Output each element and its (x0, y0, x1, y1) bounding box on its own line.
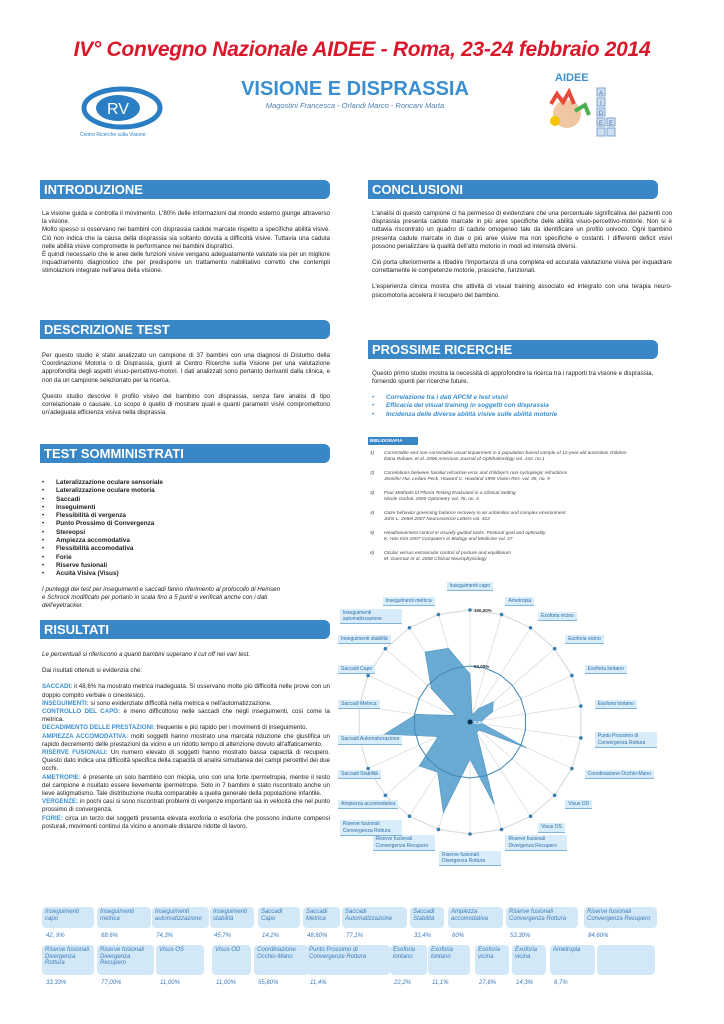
table-header-cell: Saccadi Automatizzazione (342, 907, 407, 928)
radar-axis-label: Ametropia (505, 597, 534, 606)
prossime-list (372, 394, 557, 419)
radar-axis-dot (437, 613, 441, 617)
crv-logo (80, 86, 170, 141)
radar-axis-dot (468, 608, 472, 612)
list-item: • Flessibilità di vergenza (42, 512, 163, 520)
radar-axis-label: Inseguimenti automatizzazione (340, 609, 402, 624)
svg-text:E: E (608, 121, 614, 127)
reference: 3) Four Methods of Phoria Testing Evaluated in a Clinical Setting Nicole Gurbal. 2005 Optometry vol. 76, no. 6 (370, 491, 516, 503)
table-header-cell: Punto Prossimo di Convergenze Rottura (306, 945, 390, 975)
radar-axis-dot (570, 767, 574, 771)
risultati-text (42, 651, 330, 831)
radar-axis-dot (384, 794, 388, 798)
table-header-cell: Saccadi Metrica (303, 907, 340, 928)
test-list (42, 479, 163, 579)
radar-axis-label: Inseguimenti stabilità (338, 635, 391, 644)
table-value-cell: 11,00% (216, 980, 236, 986)
radar-axis-label: Riserve fusionali Divergenza Recupero (505, 835, 567, 850)
radar-axis-label: Visus OS (538, 823, 565, 832)
radar-axis-label: Coordinazione Occhio-Mano (585, 770, 654, 779)
radar-ring-label: 50,00% (474, 664, 490, 669)
radar-axis-label: Punto Prossimo di Convergenza Rottura (595, 732, 657, 747)
list-item: • Lateralizzazione oculare sensoriale (42, 479, 163, 487)
reference: 4) Gaze behavior governing balance recovery in an unfamiliar and complex environment John L. Zettel 2007 Neuroscience Letters vol. 422 (370, 511, 566, 523)
bibliografia-heading: BIBLIOGRAFIA (368, 437, 418, 445)
aidee-logo-text: AIDEE (555, 72, 589, 84)
risultati-heading: RISULTATI (40, 620, 330, 639)
radar-axis-label: Riserve fusionali Convergenza Recupero (373, 835, 435, 850)
table-header-cell: Exoforia vicina (512, 945, 546, 975)
table-value-cell: 45,7% (214, 933, 232, 939)
prossime-heading: PROSSIME RICERCHE (368, 340, 658, 359)
svg-text:I: I (600, 101, 602, 107)
svg-text:E: E (598, 121, 604, 127)
radar-chart (300, 580, 724, 880)
radar-axis-dot (408, 814, 412, 818)
radar-axis-label: Esoforia vicino (565, 635, 604, 644)
risultati-note: Le percentuali si riferiscono a quanti bambini superano il cut off nei vari test. (42, 651, 251, 658)
table-value-cell: 48,60% (307, 933, 328, 939)
list-item: • Inseguimenti (42, 504, 163, 512)
table-value-cell: 27,6% (479, 980, 497, 986)
radar-axis-label: Inseguimenti metrica (383, 597, 435, 606)
list-item: • Forie (42, 554, 163, 562)
radar-axis-dot (500, 828, 504, 832)
conclusioni-text (372, 210, 672, 308)
radar-axis-label: Saccadi Metrica (338, 700, 380, 709)
list-item: • Flessibilità accomodativa (42, 545, 163, 553)
svg-text:RV: RV (107, 101, 129, 118)
radar-axis-dot (553, 794, 557, 798)
introduzione-text (42, 210, 330, 276)
radar-axis-dot (408, 626, 412, 630)
finding: VERGENZE: in pochi casi si sono riscontrati problemi di vergenze importanti sia in velocità che nel punto prossimo di convergenza. (42, 798, 330, 814)
reference: 5) Headmovement control in visually guided tasks: Postural goal and optimality K. Han Kim 2007 Computers in Biology and Medicine vol. 37 (370, 531, 546, 543)
paragraph: Molto spesso si osservano nei bambini con disprassia cadute marcate rispetto a specifiche abilità visive. Ciò non indica che la causa della disprassia sia soltanto dovuta a difficoltà visive. Tuttavia una caduta nelle abilità visive compromette le performance nei bambini disprattici. (42, 226, 330, 250)
table-header-cell: Visus OS (156, 945, 204, 975)
prossime-text: Questo primo studio mostra la necessità di approfondire la ricerca tra i rapporti tra visione e disprassia, fornendo spunti per ricerche future. (372, 370, 654, 386)
radar-axis-label: Saccadi Stabilità (338, 770, 381, 779)
svg-text:D: D (598, 111, 604, 117)
list-item: • Lateralizzazione oculare motoria (42, 487, 163, 495)
table-header-cell: Ampiezza accomodativa (448, 907, 503, 928)
radar-ring-label: 100,00% (474, 608, 492, 613)
reference: 2) Correlations between familial refractive error and children's non-cycloplegic refractions Jennifer Hui, Leilani Peck, Howard C. Howland 1995 Vision Res. vol. 35, no. 9 (370, 471, 568, 483)
paragraph: Questo studio descrive il profilo visivo del bambino con disprassia, senza fare analisi di tipo correlazionale o causale. Lo scopo è quello di mostrare quali e quanti parametri visivi compromettono un'adeguata efficienza visiva nella disprassia. (42, 392, 330, 417)
introduzione-heading: INTRODUZIONE (40, 180, 330, 199)
list-item: • Correlazione tra i dati APCM e test visivi (372, 394, 557, 402)
paragraph: L'analisi di questo campione ci ha permesso di evidenziare che una percentuale significativa dei pazienti con disprassia presenta cadute marcate in più aree specifiche delle abilità visuo-percettivo-motorie. Non si è tuttavia riscontrato un quadro di cadute omogeneo tale da identificare un profilo univoco. Ogni bambino presenta cadute marcate in due o più aree visive ma non specifiche e costanti. I differenti deficit visivi possono penalizzare la qualità dell'atto motorio in modi ed intensità diversi. (372, 210, 672, 250)
table-value-cell: 11,4% (310, 980, 327, 986)
table-header-cell: Riserve fusionali Divergenza Rottura (42, 945, 94, 975)
table-header-cell: Esoforia lontano (390, 945, 427, 975)
table-header-cell: Riserve fusionali Convergenza Recupero (584, 907, 657, 928)
paragraph: Per questo studio è stato analizzato un campione di 37 bambini con una diagnosi di Disturbo della Coordinazione Motoria o di Disprassia, giunti al Centro Ricerche sulla Visione per una valutazione approfondita degli aspetti visuo-percettivo-motori. I dati analizzati sono pertanto derivanti dalla clinica, e non da un campione selezionato per la ricerca. (42, 352, 330, 384)
table-value-cell: 33,33% (46, 980, 67, 986)
table-value-cell: 14,2% (262, 933, 280, 939)
table-value-cell: 11,00% (160, 980, 180, 986)
table-header-cell: Saccadi Stabilità (410, 907, 444, 928)
radar-axis-label: Visus OD (565, 800, 592, 809)
list-item: • Efficacia del visual training in soggetti con disprassia (372, 402, 557, 410)
list-item: • Acuità Visiva (Visus) (42, 570, 163, 578)
finding: SACCADI: il 48,6% ha mostrato metrica inadeguata. Si osservano molte più difficoltà nelle prove con un doppio compito verbale o cinestesico. (42, 683, 330, 699)
table-header-cell: Inseguimenti automatizzazione (152, 907, 209, 928)
radar-axis-label: Esoforia lontano (595, 700, 637, 709)
table-header-cell: Exoforia lontano (428, 945, 470, 975)
radar-axis-label: Saccadi Automatizzazione (338, 735, 402, 744)
table-header-cell: Inseguimenti metrica (97, 907, 151, 928)
table-header-cell: Riserve fusionali Convergenza Rottura (506, 907, 578, 928)
radar-axis-dot (529, 626, 533, 630)
finding: DECADIMENTO DELLE PRESTAZIONI: frequente e più rapido per i movimenti di inseguimento. (42, 724, 308, 732)
list-item: • Punto Prossimo di Convergenza (42, 520, 163, 528)
table-header-cell: Inseguimenti capo (42, 907, 94, 928)
table-value-cell: 14,3% (516, 980, 534, 986)
list-item: • Incidenza delle diverse abilità visive sulle abilità motorie (372, 411, 557, 419)
table-value-cell: 77,1% (346, 933, 364, 939)
paragraph: L'esperienza clinica mostra che attività di visual training associato ed integrato con una terapia neuro-psicomotoria accelera il recupero del bambino. (372, 283, 672, 299)
risultati-intro: Dai risultati ottenuti si evidenzia che: (42, 667, 143, 675)
list-item: • Saccadi (42, 496, 163, 504)
radar-series-area (385, 648, 527, 813)
table-header-cell: Coordinazione Occhio-Mano (254, 945, 308, 975)
reference: 1) Correctable and non-correctable visual impairment in a population-based sample of 12-year-old australian children Dana Robaei, et al. 2006 American Journal of Ophthalmology vol. 142, no.1 (370, 451, 627, 463)
paragraph: Ciò porta ulteriormente a ribadire l'importanza di una completa ed accurata valutazione visiva per inquadrare correttamente le competenze motorie, prassiche, funzionali. (372, 259, 672, 275)
finding: CONTROLLO DEL CAPO: è meno difficoltoso nelle saccadi che negli inseguimenti, così come la metrica. (42, 708, 330, 724)
crv-caption: Centro Ricerche sulla Visione (80, 132, 146, 138)
table-header-cell: Saccadi Capo (258, 907, 300, 928)
reference: 6) Ocular versus extraocular control of posture and equilibrium M. Guernaz et al. 2008 Clinical Neurophysiology (370, 551, 511, 563)
list-item: • Stereopsi (42, 529, 163, 537)
radar-axis-label: Ampiezza accomodativa (338, 800, 398, 809)
radar-axis-dot (437, 828, 441, 832)
radar-axis-dot (553, 647, 557, 651)
table-value-cell: 60% (452, 933, 465, 939)
radar-axis-dot (384, 647, 388, 651)
radar-axis-dot (468, 832, 472, 836)
radar-axis-dot (579, 736, 583, 740)
paragraph: È quindi necessario che le aree delle funzioni visive vengano adeguatamente valutate sia per un migliore inquadramento diagnostico che per predisporre un trattamento riabilitativo corretto che contempli stimolazioni integrate nell'area della visione. (42, 251, 330, 275)
table-value-cell: 6,7% (554, 980, 568, 986)
table-header-cell: Inseguimenti stabilità (210, 907, 254, 928)
table-value-cell: 22,2% (394, 980, 412, 986)
radar-axis-label: Exoforia vicino (538, 612, 577, 621)
test-heading: TEST SOMMINISTRATI (40, 444, 330, 463)
radar-axis-label: Inseguimenti capo (447, 582, 494, 591)
finding: RISERVE FUSIONALI: Un numero elevato di soggetti hanno mostrato bassa capacità di recupero. Questo dato indica una difficoltà specifica della capacità di analisi simultanea dei campi percettivi dei due occhi. (42, 749, 330, 773)
conclusioni-heading: CONCLUSIONI (368, 180, 658, 199)
finding: INSEGUIMENTI: si sono evidenziate difficoltà nella metrica e nell'automatizzazione. (42, 699, 272, 707)
list-item: • Riserve fusionali (42, 562, 163, 570)
test-note: I punteggi dei test per inseguimenti e saccadi fanno riferimento al protocollo di Heinsen e Schrock modificato per portarlo in scala fino a 5 punti e verificati anche con i dati dell'eyetracker. (42, 586, 281, 610)
finding: AMPIEZZA ACCOMODATIVA: molti soggetti hanno mostrato una marcata riduzione che giustifica un rapido decremento delle prestazioni da vicino e un ridotto tempo di attenzione dovuto all'affaticamento. (42, 732, 330, 748)
descrizione-heading: DESCRIZIONE TEST (40, 320, 330, 339)
table-value-cell: 42, 9% (46, 933, 65, 939)
table-header-cell: Riserve fusionali Divergenza Recupero (97, 945, 154, 975)
radar-center-dot (468, 720, 473, 725)
radar-axis-dot (529, 814, 533, 818)
radar-ring-label: 0,00% (474, 720, 487, 725)
radar-axis-label: Saccadi Capo (338, 665, 375, 674)
table-header-cell: Visus OD (212, 945, 251, 975)
table-value-cell: 84,60% (588, 933, 609, 939)
poster-title: VISIONE E DISPRASSIA (241, 78, 469, 100)
radar-axis-dot (500, 613, 504, 617)
list-item: • Ampiezza accomodativa (42, 537, 163, 545)
radar-axis-label: Riserve fusionali Convergenza Rottura (340, 820, 402, 835)
authors: Magostini Francesca - Orlandi Marco - Roncani Marta (265, 101, 445, 110)
svg-text:A: A (598, 91, 604, 97)
table-header-cell (597, 945, 655, 975)
table-value-cell: 74,3% (156, 933, 174, 939)
table-value-cell: 11,1% (432, 980, 449, 986)
finding: FORIE: circa un terzo dei soggetti presenta elevata exoforia o esoforia che possono indurre compensi posturali, movimenti continui da vicino e anomale distanze ridotte di lavoro. (42, 814, 330, 830)
table-value-cell: 53,30% (510, 933, 531, 939)
radar-axis-label: Exoforia lontano (585, 665, 627, 674)
conference-title: IV° Convegno Nazionale AIDEE - Roma, 23-24 febbraio 2014 (73, 38, 651, 61)
table-value-cell: 55,80% (258, 980, 279, 986)
radar-axis-dot (570, 674, 574, 678)
table-header-cell: Esoforia vicina (475, 945, 509, 975)
paragraph: La visione guida e controlla il movimento. L'80% delle informazioni dal mondo esterno giunge attraverso la visione. (42, 210, 330, 226)
table-value-cell: 77,00% (101, 980, 122, 986)
table-value-cell: 31,4% (414, 933, 432, 939)
table-value-cell: 68,6% (101, 933, 119, 939)
finding: AMETROPIE: è presente un solo bambino con miopia, uno con una forte ipermetropia, mentre il resto del campione è risultato essere lievemente ipermetrope. Solo in 7 bambini è stato riscontrato anche un lieve astigmatismo. Tale distribuzione risulta comparabile a quella generale della popolazione infantile. (42, 773, 330, 798)
radar-axis-label: Riserve fusionali Divergenza Rottura (439, 851, 501, 866)
aidee-logo (545, 72, 625, 147)
radar-axis-dot (579, 704, 583, 708)
table-header-cell: Ametropia (550, 945, 595, 975)
descrizione-text (42, 352, 330, 425)
